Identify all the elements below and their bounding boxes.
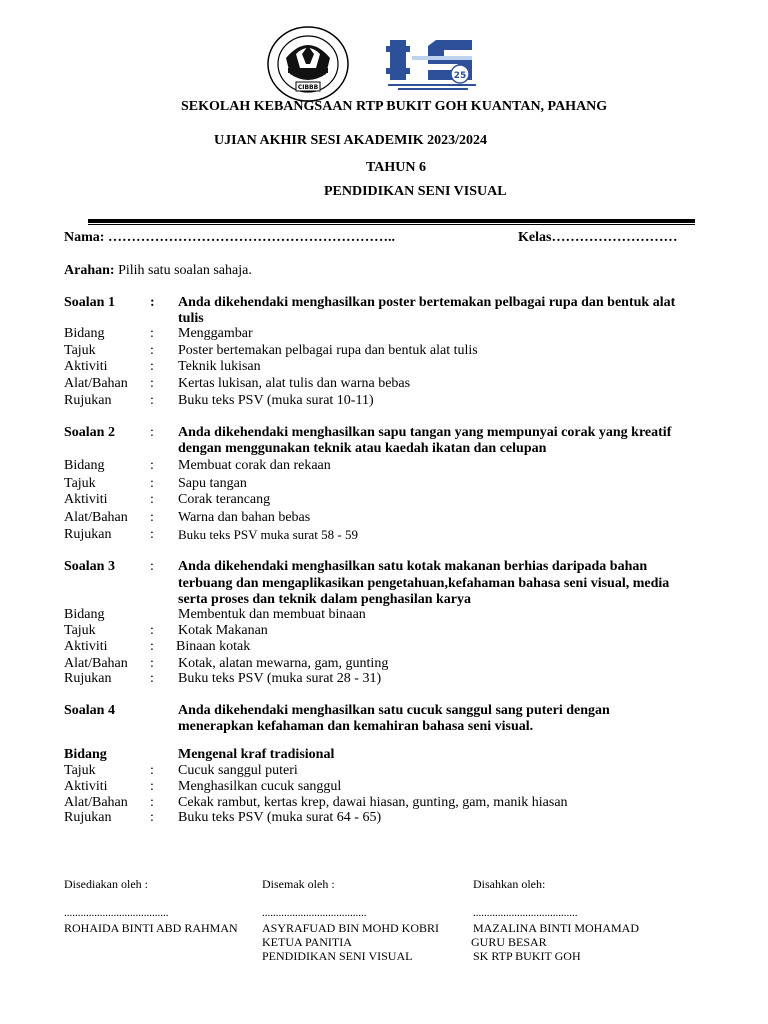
colon: :	[150, 810, 154, 825]
s4-row-tajuk-key: Tajuk	[64, 763, 96, 778]
colon: :	[150, 359, 154, 374]
colon: :	[150, 476, 154, 491]
s4-row-bidang-key: Bidang	[64, 747, 107, 762]
s2-row-bidang-key: Bidang	[64, 458, 105, 473]
colon: :	[150, 623, 154, 638]
reviewed-by-label: Disemak oleh :	[262, 877, 335, 891]
colon: :	[150, 376, 154, 391]
s1-row-aktiviti-value: Teknik lukisan	[178, 359, 261, 374]
soalan-4-description: Anda dikehendaki menghasilkan satu cucuk sanggul sang puteri dengan menerapkan kefahaman dan kemahiran bahasa seni visual.	[178, 703, 610, 734]
s4-row-aktiviti-key: Aktiviti	[64, 779, 108, 794]
s4-row-bidang-value: Mengenal kraf tradisional	[178, 747, 335, 762]
prepared-by-label: Disediakan oleh :	[64, 877, 148, 891]
s2-row-rujukan-value: Buku teks PSV muka surat 58 - 59	[178, 527, 358, 542]
s1-row-rujukan-value: Buku teks PSV (muka surat 10-11)	[178, 393, 374, 408]
kelas-line	[518, 230, 677, 246]
colon: :	[150, 510, 154, 525]
soalan-4-title: Soalan 4	[64, 703, 115, 718]
s1-row-alat-key: Alat/Bahan	[64, 376, 128, 391]
soalan-2-title: Soalan 2	[64, 425, 115, 440]
s3-row-aktiviti-value: Binaan kotak	[176, 639, 251, 654]
s1-row-tajuk-value: Poster bertemakan pelbagai rupa dan bentuk alat tulis	[178, 343, 478, 358]
colon: :	[150, 343, 154, 358]
signature-line-2: ......................................	[262, 907, 367, 919]
s1-row-tajuk-key: Tajuk	[64, 343, 96, 358]
colon: :	[150, 393, 154, 408]
s3-row-bidang-value: Membentuk dan membuat binaan	[178, 607, 366, 622]
s2-row-aktiviti-key: Aktiviti	[64, 492, 108, 507]
colon: :	[150, 671, 154, 686]
logo-caption: CIBBB	[297, 84, 319, 91]
s4-row-alat-key: Alat/Bahan	[64, 795, 128, 810]
approved-by-label: Disahkan oleh:	[473, 877, 546, 891]
s1-row-alat-value: Kertas lukisan, alat tulis dan warna bebas	[178, 376, 411, 391]
s3-row-alat-value: Kotak, alatan mewarna, gam, gunting	[178, 656, 389, 671]
s4-row-rujukan-value: Buku teks PSV (muka surat 64 - 65)	[178, 810, 382, 825]
soalan-2-description: Anda dikehendaki menghasilkan sapu tangan yang mempunyai corak yang kreatif dengan menggunakan teknik atau kaedah ikatan dan celupan	[178, 425, 672, 456]
approver-school: SK RTP BUKIT GOH	[473, 949, 581, 963]
colon: :	[150, 425, 154, 440]
subject-title: PENDIDIKAN SENI VISUAL	[324, 184, 507, 199]
nama-label: Nama:	[64, 230, 105, 245]
exam-title: UJIAN AKHIR SESI AKADEMIK 2023/2024	[214, 133, 488, 148]
s3-row-bidang-key: Bidang	[64, 607, 105, 622]
s4-row-tajuk-value: Cucuk sanggul puteri	[178, 763, 298, 778]
school-name: SEKOLAH KEBANGSAAN RTP BUKIT GOH KUANTAN, PAHANG	[181, 99, 608, 114]
year-title: TAHUN 6	[366, 160, 427, 175]
s1-row-bidang-value: Menggambar	[178, 326, 253, 341]
kelas-dots: ………………………	[551, 230, 678, 245]
nama-line	[64, 230, 395, 246]
s3-row-rujukan-value: Buku teks PSV (muka surat 28 - 31)	[178, 671, 382, 686]
s4-row-alat-value: Cekak rambut, kertas krep, dawai hiasan, gunting, gam, manik hiasan	[178, 795, 568, 810]
s3-row-alat-key: Alat/Bahan	[64, 656, 128, 671]
s3-row-rujukan-key: Rujukan	[64, 671, 112, 686]
soalan-3-description: Anda dikehendaki menghasilkan satu kotak makanan berhias daripada bahan terbuang dan mengaplikasikan pengetahuan,kefahaman bahasa seni visual, media serta proses dan teknik dalam penghasilan karya	[178, 559, 670, 607]
s2-row-alat-key: Alat/Bahan	[64, 510, 128, 525]
s1-row-aktiviti-key: Aktiviti	[64, 359, 108, 374]
school-logo	[266, 24, 350, 104]
is25-logo	[386, 34, 478, 94]
kelas-label: Kelas	[518, 230, 552, 245]
colon: :	[150, 326, 154, 341]
colon: :	[150, 527, 154, 542]
colon: :	[150, 295, 155, 310]
soalan-1-description: Anda dikehendaki menghasilkan poster bertemakan pelbagai rupa dan bentuk alat tulis	[178, 295, 676, 326]
s3-row-aktiviti-key: Aktiviti	[64, 639, 108, 654]
colon: :	[150, 763, 154, 778]
logo-number: 25	[453, 71, 467, 81]
s2-row-bidang-value: Membuat corak dan rekaan	[178, 458, 331, 473]
reviewer-name: ASYRAFUAD BIN MOHD KOBRI	[262, 921, 440, 935]
nama-dots: ……………………………………………………..	[107, 230, 395, 245]
colon: :	[150, 492, 154, 507]
colon: :	[150, 795, 154, 810]
s2-row-alat-value: Warna dan bahan bebas	[178, 510, 311, 525]
s4-row-rujukan-key: Rujukan	[64, 810, 112, 825]
colon: :	[150, 639, 154, 654]
s2-row-rujukan-key: Rujukan	[64, 527, 112, 542]
s1-row-rujukan-key: Rujukan	[64, 393, 112, 408]
s2-row-tajuk-value: Sapu tangan	[178, 476, 247, 491]
reviewer-department: PENDIDIKAN SENI VISUAL	[262, 949, 413, 963]
s2-row-aktiviti-value: Corak terancang	[178, 492, 271, 507]
header-rule-thin	[88, 224, 695, 225]
approver-name: MAZALINA BINTI MOHAMAD	[473, 921, 639, 935]
reviewer-position: KETUA PANITIA	[262, 935, 352, 949]
arahan-label: Arahan:	[64, 263, 115, 278]
s3-row-tajuk-value: Kotak Makanan	[178, 623, 268, 638]
colon: :	[150, 458, 154, 473]
header-rule-thick	[88, 219, 695, 223]
s3-row-tajuk-key: Tajuk	[64, 623, 96, 638]
s1-row-bidang-key: Bidang	[64, 326, 105, 341]
approver-position: GURU BESAR	[471, 935, 547, 949]
colon: :	[150, 559, 154, 574]
arahan-text: Pilih satu soalan sahaja.	[118, 263, 252, 278]
signature-line-3: ......................................	[473, 907, 578, 919]
signature-line-1: ......................................	[64, 907, 169, 919]
soalan-1-title: Soalan 1	[64, 295, 115, 310]
colon: :	[150, 656, 154, 671]
s2-row-tajuk-key: Tajuk	[64, 476, 96, 491]
preparer-name: ROHAIDA BINTI ABD RAHMAN	[64, 921, 238, 935]
instructions	[64, 263, 252, 279]
soalan-3-title: Soalan 3	[64, 559, 115, 574]
colon: :	[150, 779, 154, 794]
s4-row-aktiviti-value: Menghasilkan cucuk sanggul	[178, 779, 342, 794]
